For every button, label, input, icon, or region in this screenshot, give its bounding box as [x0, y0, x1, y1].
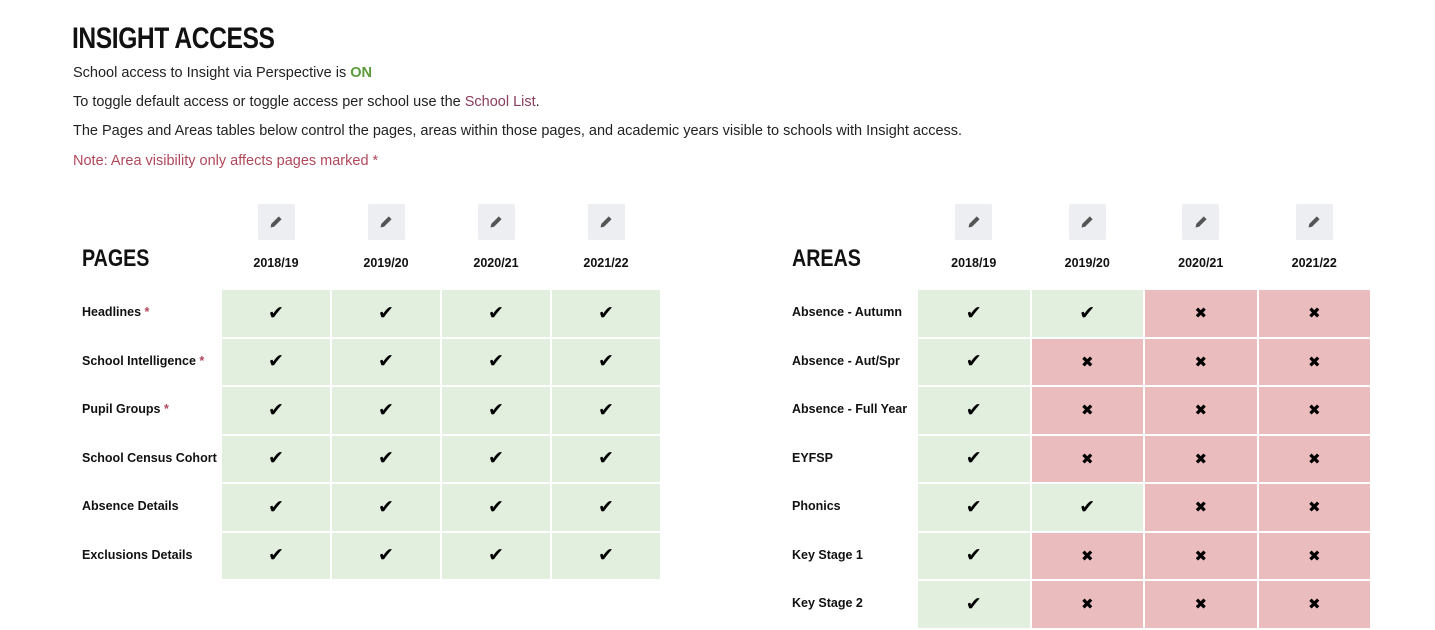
check-icon: ✔	[598, 351, 614, 373]
areas-access-toggle-cell[interactable]	[1259, 436, 1371, 483]
areas-access-toggle-cell[interactable]	[1259, 484, 1371, 531]
cross-icon: ✖	[1307, 353, 1321, 371]
check-icon: ✔	[598, 302, 614, 324]
pages-access-toggle-cell[interactable]	[442, 290, 550, 337]
pages-year-header: 2018/19	[253, 256, 299, 270]
page-title: INSIGHT ACCESS	[72, 22, 275, 55]
areas-row-name: EYFSP	[792, 450, 833, 465]
check-icon: ✔	[488, 302, 504, 324]
areas-row-label	[792, 596, 863, 610]
areas-access-toggle-cell[interactable]	[1032, 290, 1144, 337]
cross-icon: ✖	[1080, 353, 1094, 371]
cross-icon: ✖	[1307, 596, 1321, 614]
check-icon: ✔	[268, 545, 284, 567]
areas-access-toggle-cell[interactable]	[1032, 387, 1144, 434]
pages-edit-year-button[interactable]	[588, 204, 625, 240]
areas-row-name: Absence - Autumn	[792, 305, 902, 320]
check-icon: ✔	[378, 302, 394, 324]
pages-access-toggle-cell[interactable]	[222, 339, 330, 386]
required-marker: *	[163, 402, 169, 417]
cross-icon: ✖	[1307, 547, 1321, 565]
check-icon: ✔	[268, 351, 284, 373]
check-icon: ✔	[268, 399, 284, 421]
areas-access-toggle-cell[interactable]	[1145, 290, 1257, 337]
school-list-link[interactable]: School List	[464, 94, 536, 110]
areas-access-toggle-cell[interactable]	[1032, 484, 1144, 531]
areas-access-toggle-cell[interactable]	[1145, 533, 1257, 580]
pages-section-title: PAGES	[82, 245, 150, 272]
check-icon: ✔	[965, 448, 982, 470]
check-icon: ✔	[378, 399, 394, 421]
pages-access-toggle-cell[interactable]	[332, 387, 440, 434]
pages-access-toggle-cell[interactable]	[222, 436, 330, 483]
pages-access-toggle-cell[interactable]	[332, 484, 440, 531]
pages-access-toggle-cell[interactable]	[222, 290, 330, 337]
areas-row-name: Key Stage 1	[792, 547, 863, 562]
access-status-value: ON	[350, 65, 372, 81]
areas-row-label	[792, 548, 863, 562]
pages-access-toggle-cell[interactable]	[552, 387, 660, 434]
areas-access-toggle-cell[interactable]	[1032, 339, 1144, 386]
areas-row-label	[792, 402, 907, 416]
check-icon: ✔	[378, 351, 394, 373]
areas-year-header: 2019/20	[1064, 256, 1110, 270]
areas-year-header: 2021/22	[1291, 256, 1337, 270]
pencil-icon	[599, 215, 613, 229]
pages-access-toggle-cell[interactable]	[222, 484, 330, 531]
cross-icon: ✖	[1194, 499, 1208, 517]
pages-row-label	[82, 402, 169, 416]
areas-section-title: AREAS	[792, 245, 861, 272]
pencil-icon	[967, 215, 981, 229]
check-icon: ✔	[1079, 496, 1096, 518]
check-icon: ✔	[378, 545, 394, 567]
areas-access-toggle-cell[interactable]	[1259, 290, 1371, 337]
cross-icon: ✖	[1080, 547, 1094, 565]
areas-access-toggle-cell[interactable]	[918, 484, 1030, 531]
cross-icon: ✖	[1307, 450, 1321, 468]
areas-row-name: Absence - Full Year	[792, 402, 908, 417]
check-icon: ✔	[598, 545, 614, 567]
toggle-instructions-suffix: .	[535, 94, 540, 110]
pages-row-label	[82, 354, 204, 368]
areas-access-toggle-cell[interactable]	[1145, 484, 1257, 531]
pages-edit-year-button[interactable]	[368, 204, 405, 240]
tables-description: The Pages and Areas tables below control the pages, areas within those pages, and academic years visible to schools with Insight access.	[73, 123, 963, 139]
check-icon: ✔	[488, 399, 504, 421]
check-icon: ✔	[268, 496, 284, 518]
check-icon: ✔	[965, 399, 982, 421]
pages-access-toggle-cell[interactable]	[552, 533, 660, 580]
check-icon: ✔	[268, 302, 284, 324]
pages-row-name: School Census Cohort	[82, 450, 217, 465]
check-icon: ✔	[488, 448, 504, 470]
areas-access-toggle-cell[interactable]	[1259, 533, 1371, 580]
check-icon: ✔	[488, 545, 504, 567]
pages-access-toggle-cell[interactable]	[332, 290, 440, 337]
areas-row-label	[792, 354, 900, 368]
pages-access-toggle-cell[interactable]	[332, 436, 440, 483]
pages-row-label	[82, 451, 217, 465]
pages-access-toggle-cell[interactable]	[552, 484, 660, 531]
toggle-instructions-line	[73, 94, 540, 110]
cross-icon: ✖	[1307, 499, 1321, 517]
pages-row-name: Pupil Groups	[82, 402, 161, 417]
areas-row-name: Phonics	[792, 499, 841, 514]
areas-access-toggle-cell[interactable]	[1259, 339, 1371, 386]
pages-row-name: Exclusions Details	[82, 547, 193, 562]
pages-access-toggle-cell[interactable]	[442, 339, 550, 386]
check-icon: ✔	[965, 593, 982, 615]
pages-row-label	[82, 499, 179, 513]
pages-year-header: 2021/22	[583, 256, 629, 270]
areas-access-toggle-cell[interactable]	[918, 581, 1030, 628]
pages-row-label	[82, 305, 149, 319]
cross-icon: ✖	[1194, 402, 1208, 420]
check-icon: ✔	[965, 496, 982, 518]
access-status-line	[73, 65, 372, 81]
areas-access-toggle-cell[interactable]	[918, 339, 1030, 386]
pages-edit-year-button[interactable]	[478, 204, 515, 240]
pages-access-toggle-cell[interactable]	[552, 290, 660, 337]
areas-year-header: 2020/21	[1178, 256, 1224, 270]
areas-access-toggle-cell[interactable]	[1032, 533, 1144, 580]
pages-access-toggle-cell[interactable]	[552, 436, 660, 483]
pencil-icon	[269, 215, 283, 229]
check-icon: ✔	[378, 496, 394, 518]
check-icon: ✔	[488, 351, 504, 373]
cross-icon: ✖	[1194, 305, 1208, 323]
check-icon: ✔	[1079, 302, 1096, 324]
areas-access-toggle-cell[interactable]	[1145, 436, 1257, 483]
pages-row-label	[82, 548, 192, 562]
check-icon: ✔	[598, 448, 614, 470]
check-icon: ✔	[488, 496, 504, 518]
check-icon: ✔	[598, 496, 614, 518]
pages-access-toggle-cell[interactable]	[222, 387, 330, 434]
areas-access-toggle-cell[interactable]	[1145, 581, 1257, 628]
check-icon: ✔	[268, 448, 284, 470]
areas-edit-year-button[interactable]	[955, 204, 992, 240]
check-icon: ✔	[965, 302, 982, 324]
pencil-icon	[1307, 215, 1321, 229]
pages-access-toggle-cell[interactable]	[222, 533, 330, 580]
areas-access-toggle-cell[interactable]	[1259, 581, 1371, 628]
pencil-icon	[379, 215, 393, 229]
areas-access-toggle-cell[interactable]	[918, 290, 1030, 337]
pages-edit-year-button[interactable]	[258, 204, 295, 240]
areas-access-toggle-cell[interactable]	[1145, 339, 1257, 386]
access-status-prefix: School access to Insight via Perspective is	[73, 65, 351, 81]
areas-access-toggle-cell[interactable]	[1032, 581, 1144, 628]
pages-row-name: Absence Details	[82, 499, 179, 514]
check-icon: ✔	[965, 545, 982, 567]
cross-icon: ✖	[1307, 305, 1321, 323]
pages-year-header: 2019/20	[363, 256, 409, 270]
pages-access-toggle-cell[interactable]	[442, 484, 550, 531]
areas-row-label	[792, 499, 841, 513]
areas-edit-year-button[interactable]	[1296, 204, 1333, 240]
pages-access-toggle-cell[interactable]	[442, 387, 550, 434]
areas-edit-year-button[interactable]	[1182, 204, 1219, 240]
toggle-instructions-prefix: To toggle default access or toggle access per school use the	[73, 94, 465, 110]
check-icon: ✔	[965, 351, 982, 373]
pencil-icon	[489, 215, 503, 229]
areas-access-toggle-cell[interactable]	[1259, 387, 1371, 434]
areas-year-header: 2018/19	[951, 256, 997, 270]
required-marker: *	[199, 353, 205, 368]
cross-icon: ✖	[1080, 402, 1094, 420]
areas-access-toggle-cell[interactable]	[1032, 436, 1144, 483]
cross-icon: ✖	[1194, 596, 1208, 614]
cross-icon: ✖	[1194, 353, 1208, 371]
pages-access-toggle-cell[interactable]	[552, 339, 660, 386]
areas-edit-year-button[interactable]	[1069, 204, 1106, 240]
pages-access-toggle-cell[interactable]	[442, 533, 550, 580]
areas-row-label	[792, 451, 833, 465]
check-icon: ✔	[598, 399, 614, 421]
areas-access-toggle-cell[interactable]	[1145, 387, 1257, 434]
areas-row-name: Key Stage 2	[792, 596, 863, 611]
pages-access-toggle-cell[interactable]	[332, 533, 440, 580]
areas-access-toggle-cell[interactable]	[918, 387, 1030, 434]
area-visibility-note: Note: Area visibility only affects pages marked *	[73, 153, 379, 169]
areas-access-toggle-cell[interactable]	[918, 533, 1030, 580]
pencil-icon	[1080, 215, 1094, 229]
pages-row-name: School Intelligence	[82, 353, 196, 368]
areas-row-label	[792, 305, 902, 319]
check-icon: ✔	[378, 448, 394, 470]
areas-access-toggle-cell[interactable]	[918, 436, 1030, 483]
cross-icon: ✖	[1194, 547, 1208, 565]
areas-row-name: Absence - Aut/Spr	[792, 353, 900, 368]
required-marker: *	[144, 305, 150, 320]
pages-access-toggle-cell[interactable]	[332, 339, 440, 386]
cross-icon: ✖	[1080, 450, 1094, 468]
cross-icon: ✖	[1307, 402, 1321, 420]
pages-row-name: Headlines	[82, 305, 142, 320]
cross-icon: ✖	[1080, 596, 1094, 614]
cross-icon: ✖	[1194, 450, 1208, 468]
pages-year-header: 2020/21	[473, 256, 519, 270]
pages-access-toggle-cell[interactable]	[442, 436, 550, 483]
pencil-icon	[1194, 215, 1208, 229]
